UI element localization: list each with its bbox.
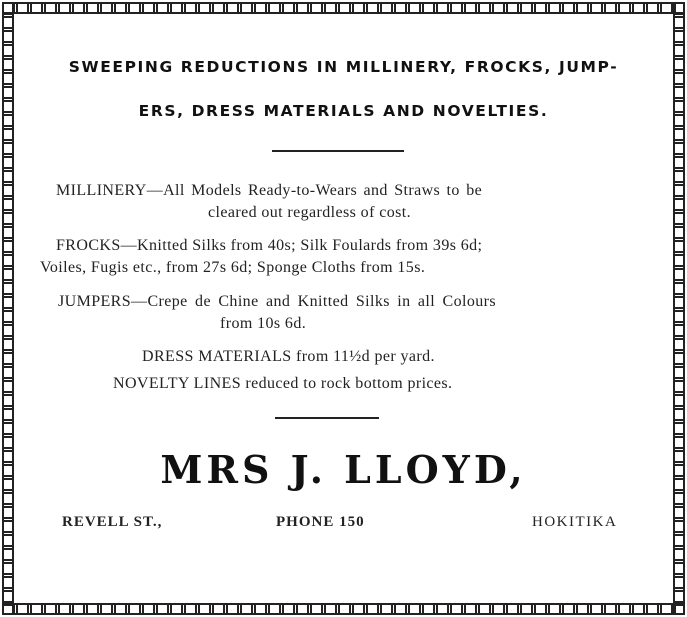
headline-line-2: ERS, DRESS MATERIALS AND NOVELTIES. <box>138 102 549 120</box>
frocks-text-continued: Voiles, Fugis etc., from 27s 6d; Sponge Cloths from 15s. <box>40 259 426 276</box>
headline-line-1: SWEEPING REDUCTIONS IN MILLINERY, FROCKS, JUMP- <box>68 58 619 76</box>
address: REVELL ST., <box>62 514 163 530</box>
millinery-text: MILLINERY—All Models Ready-to-Wears and Straws to be <box>56 182 483 199</box>
millinery-text-continued: cleared out regardless of cost. <box>208 204 411 221</box>
dress-materials-text: DRESS MATERIALS from 11½d per yard. <box>142 348 435 365</box>
jumpers-text: JUMPERS—Crepe de Chine and Knitted Silks in all Colours <box>58 293 496 310</box>
divider-rule <box>275 417 379 419</box>
jumpers-text-continued: from 10s 6d. <box>220 315 307 332</box>
advertiser-name: MRS J. LLOYD, <box>160 447 527 492</box>
town: HOKITIKA <box>532 514 618 530</box>
frocks-text: FROCKS—Knitted Silks from 40s; Silk Foulards from 39s 6d; <box>56 237 483 254</box>
phone-number: PHONE 150 <box>276 514 365 530</box>
divider-rule <box>272 150 404 152</box>
novelty-lines-text: NOVELTY LINES reduced to rock bottom prices. <box>113 375 453 392</box>
